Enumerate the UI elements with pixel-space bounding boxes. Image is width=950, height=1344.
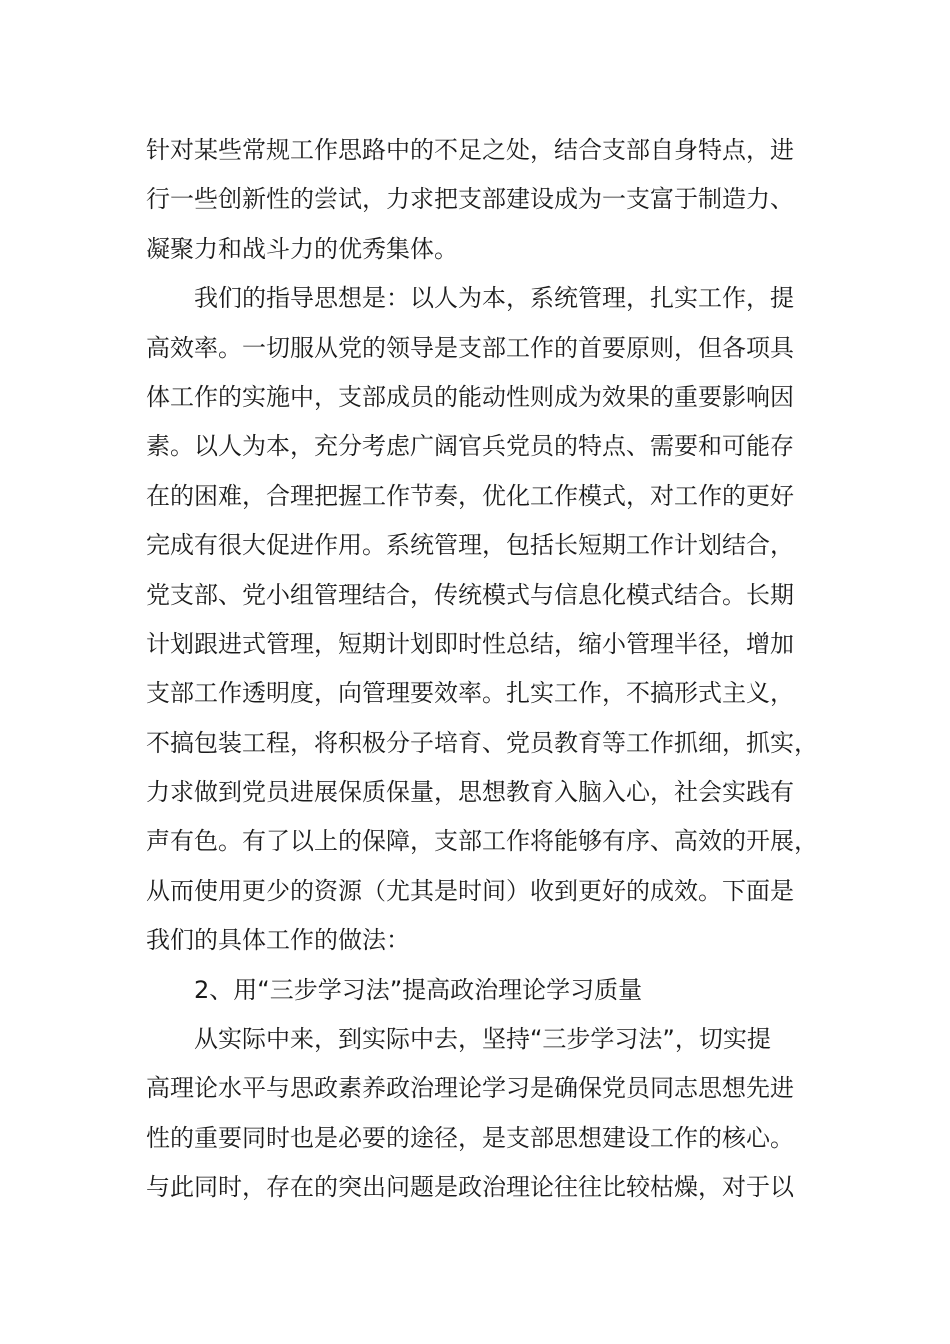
text-line: 高效率。一切服从党的领导是支部工作的首要原则，但各项具 (146, 333, 794, 362)
text-line: 计划跟进式管理，短期计划即时性总结，缩小管理半径，增加 (146, 629, 794, 658)
text-line: 素。以人为本，充分考虑广阔官兵党员的特点、需要和可能存 (146, 432, 794, 461)
text-line: 针对某些常规工作思路中的不足之处，结合支部自身特点，进 (146, 136, 794, 164)
text-line: 从实际中来，到实际中去，坚持“三步学习法”，切实提 (194, 1025, 771, 1054)
text-line: 高理论水平与思政素养政治理论学习是确保党员同志思想先进 (146, 1074, 794, 1103)
text-line: 完成有很大促进作用。系统管理，包括长短期工作计划结合， (146, 531, 794, 560)
text-line: 与此同时，存在的突出问题是政治理论往往比较枯燥，对于以 (146, 1173, 794, 1202)
text-line: 声有色。有了以上的保障，支部工作将能够有序、高效的开展， (146, 827, 818, 856)
text-line: 我们的指导思想是：以人为本，系统管理，扎实工作，提 (194, 284, 794, 313)
text-line: 我们的具体工作的做法： (146, 926, 410, 955)
text-line: 性的重要同时也是必要的途径，是支部思想建设工作的核心。 (146, 1123, 794, 1152)
text-line: 在的困难，合理把握工作节奏，优化工作模式，对工作的更好 (146, 481, 794, 510)
text-line: 凝聚力和战斗力的优秀集体。 (146, 234, 458, 263)
text-line: 行一些创新性的尝试，力求把支部建设成为一支富于制造力、 (146, 185, 794, 214)
text-line: 支部工作透明度，向管理要效率。扎实工作，不搞形式主义， (146, 679, 794, 708)
text-line: 体工作的实施中，支部成员的能动性则成为效果的重要影响因 (146, 382, 794, 411)
text-line: 党支部、党小组管理结合，传统模式与信息化模式结合。长期 (146, 580, 794, 609)
text-line: 2、用“三步学习法”提高政治理论学习质量 (194, 975, 643, 1004)
text-line: 从而使用更少的资源（尤其是时间）收到更好的成效。下面是 (146, 876, 794, 905)
document-body (146, 126, 826, 1213)
text-line: 力求做到党员进展保质保量，思想教育入脑入心，社会实践有 (146, 778, 794, 807)
text-line: 不搞包装工程，将积极分子培育、党员教育等工作抓细，抓实， (146, 728, 818, 757)
